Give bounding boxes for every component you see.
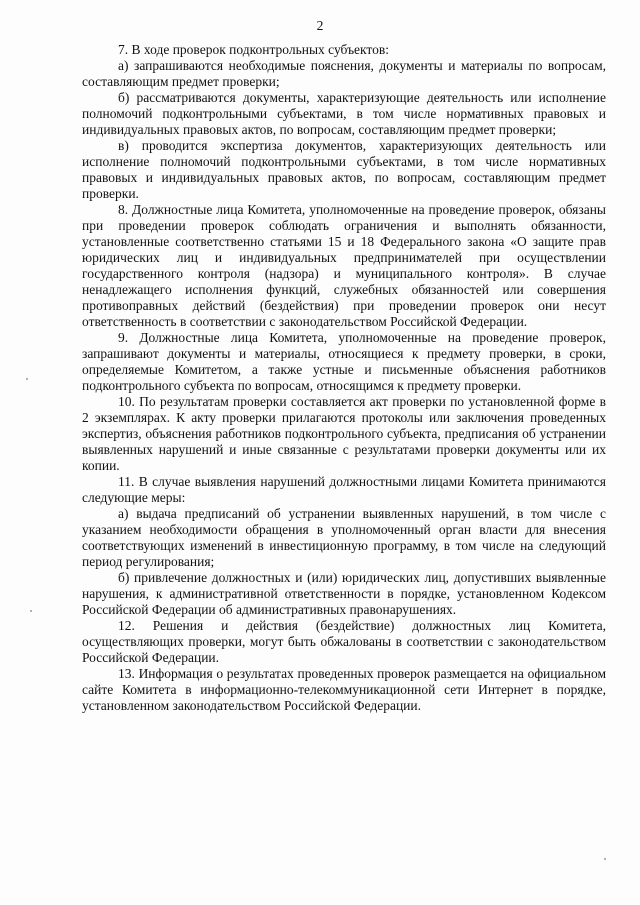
paragraph-11: 11. В случае выявления нарушений должностными лицами Комитета принимаются следующие меры:	[82, 474, 606, 505]
paragraph-8: 8. Должностные лица Комитета, уполномоченные на проведение проверок, обязаны при проведении проверок соблюдать ограничения и выполнять обязанности, установленные соответственно статьями 15 и 18 Федерального закона «О защите прав юридических лиц и индивидуальных предпринимателей при осуществлении государственного контроля (надзора) и муниципального контроля». В случае ненадлежащего исполнения функций, служебных обязанностей или совершения противоправных действий (бездействия) при проведении проверок они несут ответственность в соответствии с законодательством Российской Федерации.	[82, 202, 606, 329]
scan-artifact	[26, 378, 28, 380]
paragraph-7b: б) рассматриваются документы, характеризующие деятельность или исполнение полномочий подконтрольными субъектами, в том числе нормативных правовых и индивидуальных правовых актов, по вопросам, составляющим предмет проверки;	[82, 90, 606, 137]
paragraph-13: 13. Информация о результатах проведенных проверок размещается на официальном сайте Комитета в информационно-телекоммуникационной сети Интернет в порядке, установленном законодательством Российской Федерации.	[82, 666, 606, 713]
paragraph-7c: в) проводится экспертиза документов, характеризующих деятельность или исполнение полномочий подконтрольными субъектами, в том числе нормативных правовых и индивидуальных правовых актов, по вопросам, составляющим предмет проверки.	[82, 138, 606, 201]
scan-artifact	[604, 858, 606, 860]
paragraph-7: 7. В ходе проверок подконтрольных субъектов:	[118, 42, 390, 57]
paragraph-11a: а) выдача предписаний об устранении выявленных нарушений, в том числе с указанием необходимости обращения в уполномоченный орган власти для внесения соответствующих изменений в инвестиционную программу, в том числе на следующий период регулирования;	[82, 506, 606, 569]
paragraph-12: 12. Решения и действия (бездействие) должностных лиц Комитета, осуществляющих проверки, могут быть обжалованы в соответствии с законодательством Российской Федерации.	[82, 618, 606, 665]
paragraph-7a: а) запрашиваются необходимые пояснения, документы и материалы по вопросам, составляющим предмет проверки;	[82, 58, 606, 89]
paragraph-9: 9. Должностные лица Комитета, уполномоченные на проведение проверок, запрашивают документы и материалы, относящиеся к предмету проверки, в сроки, определяемые Комитетом, а также устные и письменные объяснения работников подконтрольного субъекта по вопросам, относящимся к предмету проверки.	[82, 330, 606, 393]
paragraph-10: 10. По результатам проверки составляется акт проверки по установленной форме в 2 экземплярах. К акту проверки прилагаются протоколы или заключения проведенных экспертиз, объяснения работников подконтрольного субъекта, предписания об устранении выявленных нарушений и иные связанные с результатами проверки документы или их копии.	[82, 394, 606, 473]
page-number: 2	[316, 18, 324, 33]
scan-artifact	[30, 610, 32, 612]
paragraph-11b: б) привлечение должностных и (или) юридических лиц, допустивших выявленные нарушения, к административной ответственности в порядке, установленном Кодексом Российской Федерации об административных правонарушениях.	[82, 570, 606, 617]
document-body	[82, 42, 606, 714]
